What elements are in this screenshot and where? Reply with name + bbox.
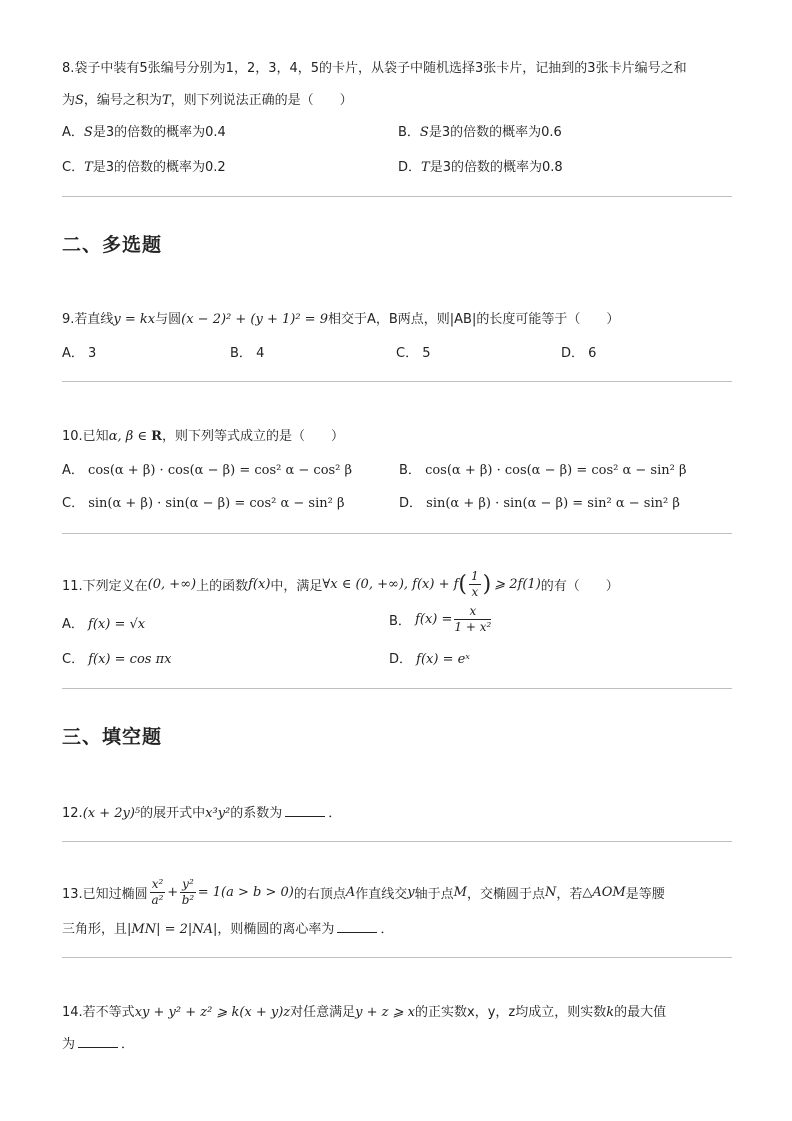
option-formula: f(x) = xyxy=(415,612,453,627)
q12-text: ． xyxy=(328,806,342,821)
q10-text: 10.已知 xyxy=(62,429,109,444)
q11-inequality: ⩾ 2f(1) xyxy=(494,576,541,592)
q13-text: ，交椭圆于点 xyxy=(466,886,545,902)
q13-text: ． xyxy=(380,922,394,937)
q10-text: ，则下列等式成立的是（ ） xyxy=(161,429,344,444)
q9-option-c xyxy=(396,342,431,361)
option-formula: cos(α + β) · cos(α − β) = cos² α − cos² β xyxy=(88,463,353,478)
option-var: S xyxy=(419,125,429,140)
q13-text: 13.已知过椭圆 xyxy=(62,886,148,902)
q14-condition: y + z ⩾ x xyxy=(355,1005,416,1020)
var-s: S xyxy=(75,93,84,108)
q13-text: 作直线交 xyxy=(355,886,408,902)
option-var: T xyxy=(421,160,430,175)
q11-domain: (0, +∞) xyxy=(147,576,197,592)
fraction-numerator: y² xyxy=(182,876,194,891)
option-formula: sin(α + β) · sin(α − β) = cos² α − sin² β xyxy=(88,496,345,511)
fraction-denominator: a² xyxy=(151,892,164,907)
option-formula: sin(α + β) · sin(α − β) = sin² α − sin² β xyxy=(426,496,680,511)
q10-option-b xyxy=(399,459,686,478)
q13-text: ，则椭圆的离心率为 xyxy=(217,922,335,937)
q9-option-b xyxy=(230,342,264,361)
fraction-denominator: x xyxy=(471,584,479,599)
q9-text: 与圆 xyxy=(155,312,182,327)
option-formula: f(x) = cos πx xyxy=(88,652,172,667)
q11-text: 的有（ ） xyxy=(540,578,619,594)
answer-blank[interactable] xyxy=(78,1037,118,1048)
option-formula: f(x) = √x xyxy=(88,617,146,632)
divider xyxy=(62,196,732,197)
q13-stem-line2 xyxy=(62,918,393,937)
option-text: 5 xyxy=(422,346,431,361)
divider xyxy=(62,957,732,958)
option-label: B． xyxy=(389,614,411,629)
answer-blank[interactable] xyxy=(337,922,377,933)
section-heading-multiple-choice: 二、多选题 xyxy=(62,234,163,256)
option-text: 4 xyxy=(256,346,265,361)
point-n: N xyxy=(545,884,557,900)
q11-option-c xyxy=(62,648,171,667)
option-text: 3 xyxy=(88,346,97,361)
fraction-denominator: 1 + x² xyxy=(454,620,492,634)
left-paren: ( xyxy=(458,571,468,597)
q14-stem-line2 xyxy=(62,1033,134,1052)
q8-option-c xyxy=(62,156,226,175)
option-text: 是3的倍数的概率为0.8 xyxy=(429,160,563,175)
section-heading-fill-in: 三、填空题 xyxy=(62,726,163,748)
option-formula: cos(α + β) · cos(α − β) = cos² α − sin² β xyxy=(425,463,687,478)
q12-stem xyxy=(62,802,341,821)
q12-expression: (x + 2y)⁵ xyxy=(82,806,141,821)
q9-text: 相交于A，B两点，则|AB|的长度可能等于（ ） xyxy=(327,312,620,327)
triangle-aom: △AOM xyxy=(582,884,626,900)
q11-function: f(x) xyxy=(248,576,271,592)
q13-stem-line1 xyxy=(62,872,665,912)
point-m: M xyxy=(453,884,467,900)
option-label: C． xyxy=(62,160,85,175)
option-formula: f(x) = eˣ xyxy=(416,652,470,667)
option-label: A． xyxy=(62,346,84,361)
q11-option-d xyxy=(389,648,470,667)
q9-option-a xyxy=(62,342,96,361)
q9-option-d xyxy=(561,342,596,361)
q11-fraction xyxy=(469,569,481,600)
option-label: B． xyxy=(399,463,421,478)
option-label: D． xyxy=(389,652,413,667)
q10-option-a xyxy=(62,459,352,478)
q13-equation: = 1(a > b > 0) xyxy=(197,884,294,900)
q11-text: 中，满足 xyxy=(270,578,323,594)
q14-text: 14.若不等式 xyxy=(62,1005,135,1020)
q13-fraction-x xyxy=(150,877,166,908)
q9-stem xyxy=(62,308,619,327)
right-paren: ) xyxy=(482,571,492,597)
q8-stem-line1: 8.袋子中装有5张编号分别为1，2，3，4，5的卡片，从袋子中随机选择3张卡片，记抽到的3张卡片编号之和 xyxy=(62,61,687,76)
option-text: 是3的倍数的概率为0.4 xyxy=(92,125,226,140)
q10-condition: α, β ∈ xyxy=(108,429,152,444)
q12-text: 12. xyxy=(62,806,83,821)
var-y: y xyxy=(407,884,415,900)
option-label: B． xyxy=(398,125,420,140)
q12-text: 的系数为 xyxy=(230,806,283,821)
q13-text: 轴于点 xyxy=(414,886,454,902)
option-label: B． xyxy=(230,346,252,361)
var-t: T xyxy=(161,93,171,108)
option-label: A． xyxy=(62,617,84,632)
answer-blank[interactable] xyxy=(285,806,325,817)
fraction-numerator: 1 xyxy=(471,568,479,583)
option-var: T xyxy=(84,160,93,175)
divider xyxy=(62,841,732,842)
q10-option-d xyxy=(399,492,680,511)
divider xyxy=(62,533,732,534)
q11-stem xyxy=(62,564,619,604)
option-label: D． xyxy=(398,160,422,175)
q11-option-b xyxy=(389,604,493,635)
option-text: 是3的倍数的概率为0.2 xyxy=(92,160,226,175)
q14-text: 的正实数x，y，z均成立，则实数 xyxy=(415,1005,607,1020)
option-label: D． xyxy=(561,346,585,361)
option-label: D． xyxy=(399,496,423,511)
q14-text: ． xyxy=(121,1037,135,1052)
q10-stem xyxy=(62,425,344,444)
q11-option-a xyxy=(62,613,145,632)
q9-circle-equation: (x − 2)² + (y + 1)² = 9 xyxy=(181,312,328,327)
q10-real-set: R xyxy=(151,429,162,444)
q14-stem-line1 xyxy=(62,1001,666,1020)
q14-text: 的最大值 xyxy=(614,1005,667,1020)
option-text: 6 xyxy=(588,346,597,361)
q8-text: ，编号之积为 xyxy=(83,93,162,108)
option-label: C． xyxy=(396,346,419,361)
fraction-denominator: b² xyxy=(181,892,195,907)
option-label: C． xyxy=(62,652,85,667)
q13-condition: |MN| = 2|NA| xyxy=(127,922,218,937)
q8-option-d xyxy=(398,156,563,175)
plus-sign: + xyxy=(167,884,179,900)
option-label: A． xyxy=(62,463,84,478)
q8-option-b xyxy=(398,121,562,140)
q8-stem-line2 xyxy=(62,89,353,108)
q8-text: 为 xyxy=(62,93,76,108)
q13-fraction-y xyxy=(180,877,196,908)
q8-text: ，则下列说法正确的是（ ） xyxy=(170,93,353,108)
q13-text: ，若 xyxy=(556,886,583,902)
q8-option-a xyxy=(62,121,226,140)
q9-line-equation: y = kx xyxy=(113,312,156,327)
option-label: C． xyxy=(62,496,85,511)
fraction-numerator: x xyxy=(454,604,491,620)
option-fraction xyxy=(454,604,491,635)
q14-inequality: xy + y² + z² ⩾ k(x + y)z xyxy=(134,1005,291,1020)
q12-term: x³y² xyxy=(205,806,231,821)
q13-text: 的右顶点 xyxy=(293,886,346,902)
divider xyxy=(62,688,732,689)
option-label: A． xyxy=(62,125,84,140)
option-text: 是3的倍数的概率为0.6 xyxy=(428,125,562,140)
var-k: k xyxy=(606,1005,615,1020)
q11-condition: ∀x ∈ (0, +∞), f(x) + f xyxy=(322,576,459,592)
q14-text: 为 xyxy=(62,1037,76,1052)
q12-text: 的展开式中 xyxy=(140,806,206,821)
option-var: S xyxy=(83,125,93,140)
fraction-numerator: x² xyxy=(151,876,164,891)
q13-text: 三角形，且 xyxy=(62,922,128,937)
q9-text: 9.若直线 xyxy=(62,312,114,327)
point-a: A xyxy=(345,884,356,900)
q13-text: 是等腰 xyxy=(625,886,665,902)
divider xyxy=(62,381,732,382)
q14-text: 对任意满足 xyxy=(290,1005,356,1020)
q10-option-c xyxy=(62,492,345,511)
q11-text: 11.下列定义在 xyxy=(62,578,148,594)
q11-text: 上的函数 xyxy=(196,578,249,594)
